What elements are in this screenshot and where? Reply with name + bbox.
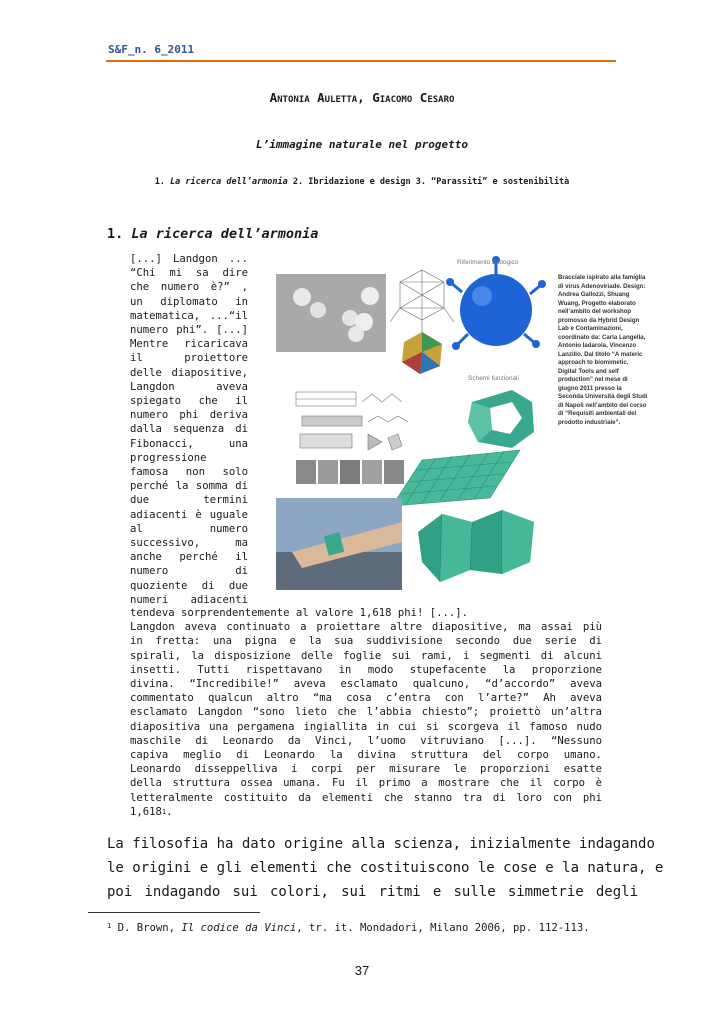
label-schemi-funzionali: Schemi funzionali (468, 375, 519, 382)
quote-line: Fibonacci, una (130, 437, 248, 450)
toc-num-3: 3. (415, 177, 426, 187)
quote-line: anche perché il (130, 551, 248, 564)
quote-line: spiegato che il (130, 395, 248, 408)
quote-line: 1,618 (130, 805, 162, 818)
toc-num-1: 1. (154, 177, 165, 187)
quote-line: letteralmente costituito da elementi che stanno tra di loro con phi (130, 791, 602, 804)
quote-line: Leonardo disseppelliva i corpi per misurare le proporzioni esatte (130, 763, 602, 776)
quote-line: “Chi mi sa dire (130, 267, 248, 280)
quote-line: famosa non solo (130, 466, 248, 479)
icosahedron-wireframe (390, 270, 454, 334)
journal-header: S&F_n. 6_2011 (108, 43, 195, 56)
footnote-rule (88, 912, 260, 913)
virus-micrograph (276, 274, 386, 352)
quote-line: Mentre ricaricava (130, 338, 248, 351)
quote-narrow-column (130, 252, 248, 607)
quote-line: diapositiva una pergamena ingiallita in cui si scorgeva il famoso nudo (130, 720, 602, 733)
quote-line: adiacenti è uguale (130, 508, 248, 521)
quote-wide-block (130, 606, 602, 819)
page-number: 37 (354, 963, 370, 978)
footnote-number: 1 (107, 922, 112, 930)
quote-line: due termini (130, 494, 248, 507)
blue-virus-model (446, 256, 546, 350)
quote-line: perché la somma di (130, 480, 248, 493)
section-heading (107, 226, 318, 242)
quote-line: un diplomato in (130, 295, 248, 308)
quote-line: Langdon aveva continuato a proiettare altre diapositive, ma assai più (130, 621, 602, 634)
quote-line: matematica, ...“il (130, 309, 248, 322)
quote-line: numeri adiacenti (130, 593, 248, 606)
toc-item-1: La ricerca dell’armonia (170, 177, 288, 187)
footnote (107, 922, 590, 934)
quote-line: in fretta: una pigna e la sua suddivisione secondo due serie di (130, 635, 602, 648)
quote-line: dalla sequenza di (130, 423, 248, 436)
toc-line (0, 177, 724, 187)
quote-line: delle diapositive, (130, 366, 248, 379)
toc-item-3: “Parassiti” e sostenibilità (431, 177, 570, 187)
quote-line: al numero (130, 522, 248, 535)
quote-line: spirali, la disposizione delle foglie sui rami, i segmenti di alcuni (130, 649, 602, 662)
quote-line: numero di (130, 565, 248, 578)
quote-line: insetti. Tutti rispettavano in modo stupefacente la proporzione (130, 663, 602, 676)
teal-bracelet-render (468, 390, 534, 448)
folded-pattern-plane (392, 450, 520, 506)
quote-line: della struttura ossea umana. Fu il primo a mostrare che il corpo è (130, 777, 602, 790)
footnote-pre: D. Brown, (117, 922, 182, 934)
figure-caption: Bracciale ispirato alla famiglia di virus Adenoviriade. Design: Andrea Gallozzi, Shuang Wuang, Progetto elaborato nell’ambito del workshop promosso da Hybrid Design Lab e Contaminazioni, coordinato da: Carla Langella, Antonio Iadarola, Vincenzo Lanzillo. Dal titolo “A materic approach to biomimetic. Digital Tools and self production” nel mese di giugno 2011 presso la Seconda Università degli Studi di Napoli nell’ambito del corso di “Requisiti ambientali del prodotto industriale”. (558, 274, 648, 426)
toc-num-2: 2. (292, 177, 304, 187)
quote-last-line: 1,618$^1$. (130, 805, 173, 818)
quote-line: numero phi”. [...] (130, 324, 248, 337)
footnote-post: , tr. it. Mondadori, Milano 2006, pp. 112-113. (296, 922, 590, 934)
body-line: poi indagando sui colori, sui ritmi e sulle simmetrie degli (107, 884, 638, 900)
quote-line: capiva meglio di Leonardo la divina struttura del corpo umano. (130, 749, 602, 762)
quote-line: progressione (130, 451, 207, 464)
header-rule (106, 60, 616, 62)
microscopy-tiles (296, 460, 404, 484)
article-title: L’immagine naturale nel progetto (256, 138, 468, 151)
quote-line: Langdon aveva (130, 380, 248, 393)
quote-line: divina. “Incredibile!” aveva esclamato qualcuno, “d’accordo” aveva (130, 678, 602, 691)
section-title: La ricerca dell’armonia (131, 226, 319, 242)
quote-line: [...] Landgon ... (130, 253, 248, 265)
quote-line: il proiettore (130, 352, 248, 365)
toc-item-2: Ibridazione e design (308, 177, 411, 187)
authors: Antonia Auletta, Giacomo Cesaro (269, 90, 455, 105)
quote-line: tendeva sorprendentemente al valore 1,618 phi! [...]. (130, 607, 469, 619)
label-riferimento-biologico: Riferimento Biologico (457, 259, 519, 266)
quote-line: maschile di Leonardo da Vinci, l’uomo vitruviano [...]. “Nessuno (130, 734, 602, 747)
quote-line: commentato qualcun altro “ma cosa c’entra con l’arte?” Ah aveva (130, 692, 602, 705)
body-line: La filosofia ha dato origine alla scienza, inizialmente indagando (107, 836, 655, 852)
quote-line: che numero è?” , (130, 281, 248, 294)
arm-photo (276, 498, 402, 590)
quote-line: numero phi deriva (130, 409, 248, 422)
body-paragraph (107, 832, 664, 904)
quote-line: esclamato Langdon “sono lieto che l’abbia chiesto”; proiettò un’altra (130, 706, 602, 719)
section-number: 1. (107, 226, 124, 242)
functional-schematics (296, 392, 408, 450)
body-line: le origini e gli elementi che costituiscono le cose e la natura, e (107, 860, 664, 876)
colored-icosahedron (402, 332, 442, 374)
quote-line: successivo, ma (130, 537, 248, 550)
footnote-book-title: Il codice da Vinci (181, 922, 297, 934)
quote-line: quoziente di due (130, 579, 248, 592)
footnote-ref[interactable]: 1 (161, 807, 167, 816)
folded-bracelet-render (418, 510, 534, 582)
